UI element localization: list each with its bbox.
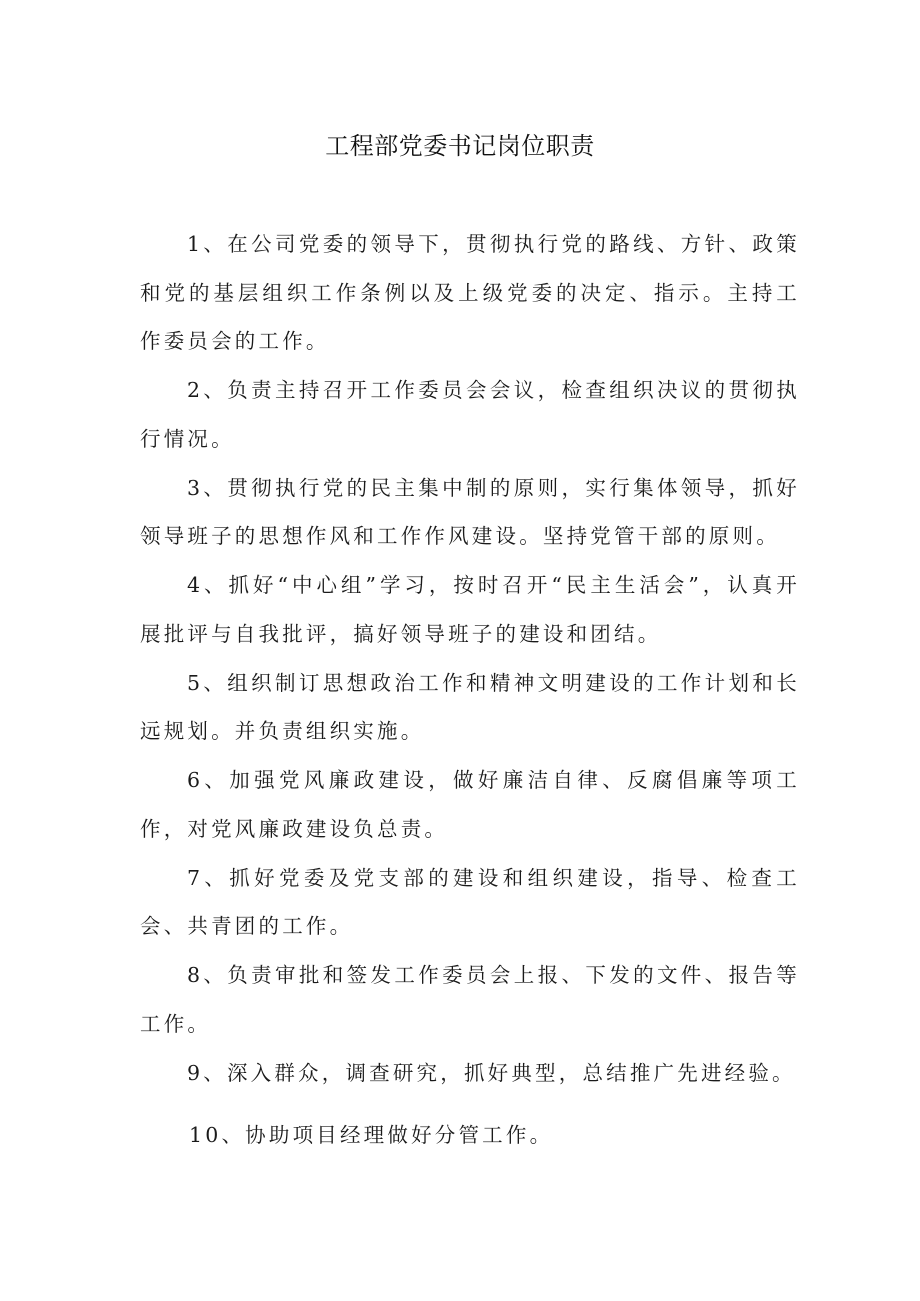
duty-item-9: 9、深入群众，调查研究，抓好典型，总结推广先进经验。 bbox=[187, 1060, 796, 1085]
duty-item-2: 2、负责主持召开工作委员会会议，检查组织决议的贯彻执行情况。 bbox=[140, 378, 800, 451]
duty-item-1: 1、在公司党委的领导下，贯彻执行党的路线、方针、政策和党的基层组织工作条例以及上级党委的决定、指示。主持工作委员会的工作。 bbox=[140, 232, 800, 353]
duty-item-7: 7、抓好党委及党支部的建设和组织建设，指导、检查工会、共青团的工作。 bbox=[140, 865, 800, 938]
document-title: 工程部党委书记岗位职责 bbox=[325, 132, 595, 160]
duty-item-6: 6、加强党风廉政建设，做好廉洁自律、反腐倡廉等项工作，对党风廉政建设负总责。 bbox=[140, 768, 800, 841]
duty-item-4: 4、抓好“中心组”学习，按时召开“民主生活会”，认真开展批评与自我批评，搞好领导班子的建设和团结。 bbox=[140, 573, 800, 646]
duty-item-8: 8、负责审批和签发工作委员会上报、下发的文件、报告等工作。 bbox=[140, 963, 800, 1036]
duty-item-3: 3、贯彻执行党的民主集中制的原则，实行集体领导，抓好领导班子的思想作风和工作作风建设。坚持党管干部的原则。 bbox=[140, 475, 800, 548]
duty-item-10: 10、协助项目经理做好分管工作。 bbox=[189, 1123, 554, 1147]
duty-item-5: 5、组织制订思想政治工作和精神文明建设的工作计划和长远规划。并负责组织实施。 bbox=[140, 670, 800, 743]
duty-list bbox=[140, 220, 800, 1098]
